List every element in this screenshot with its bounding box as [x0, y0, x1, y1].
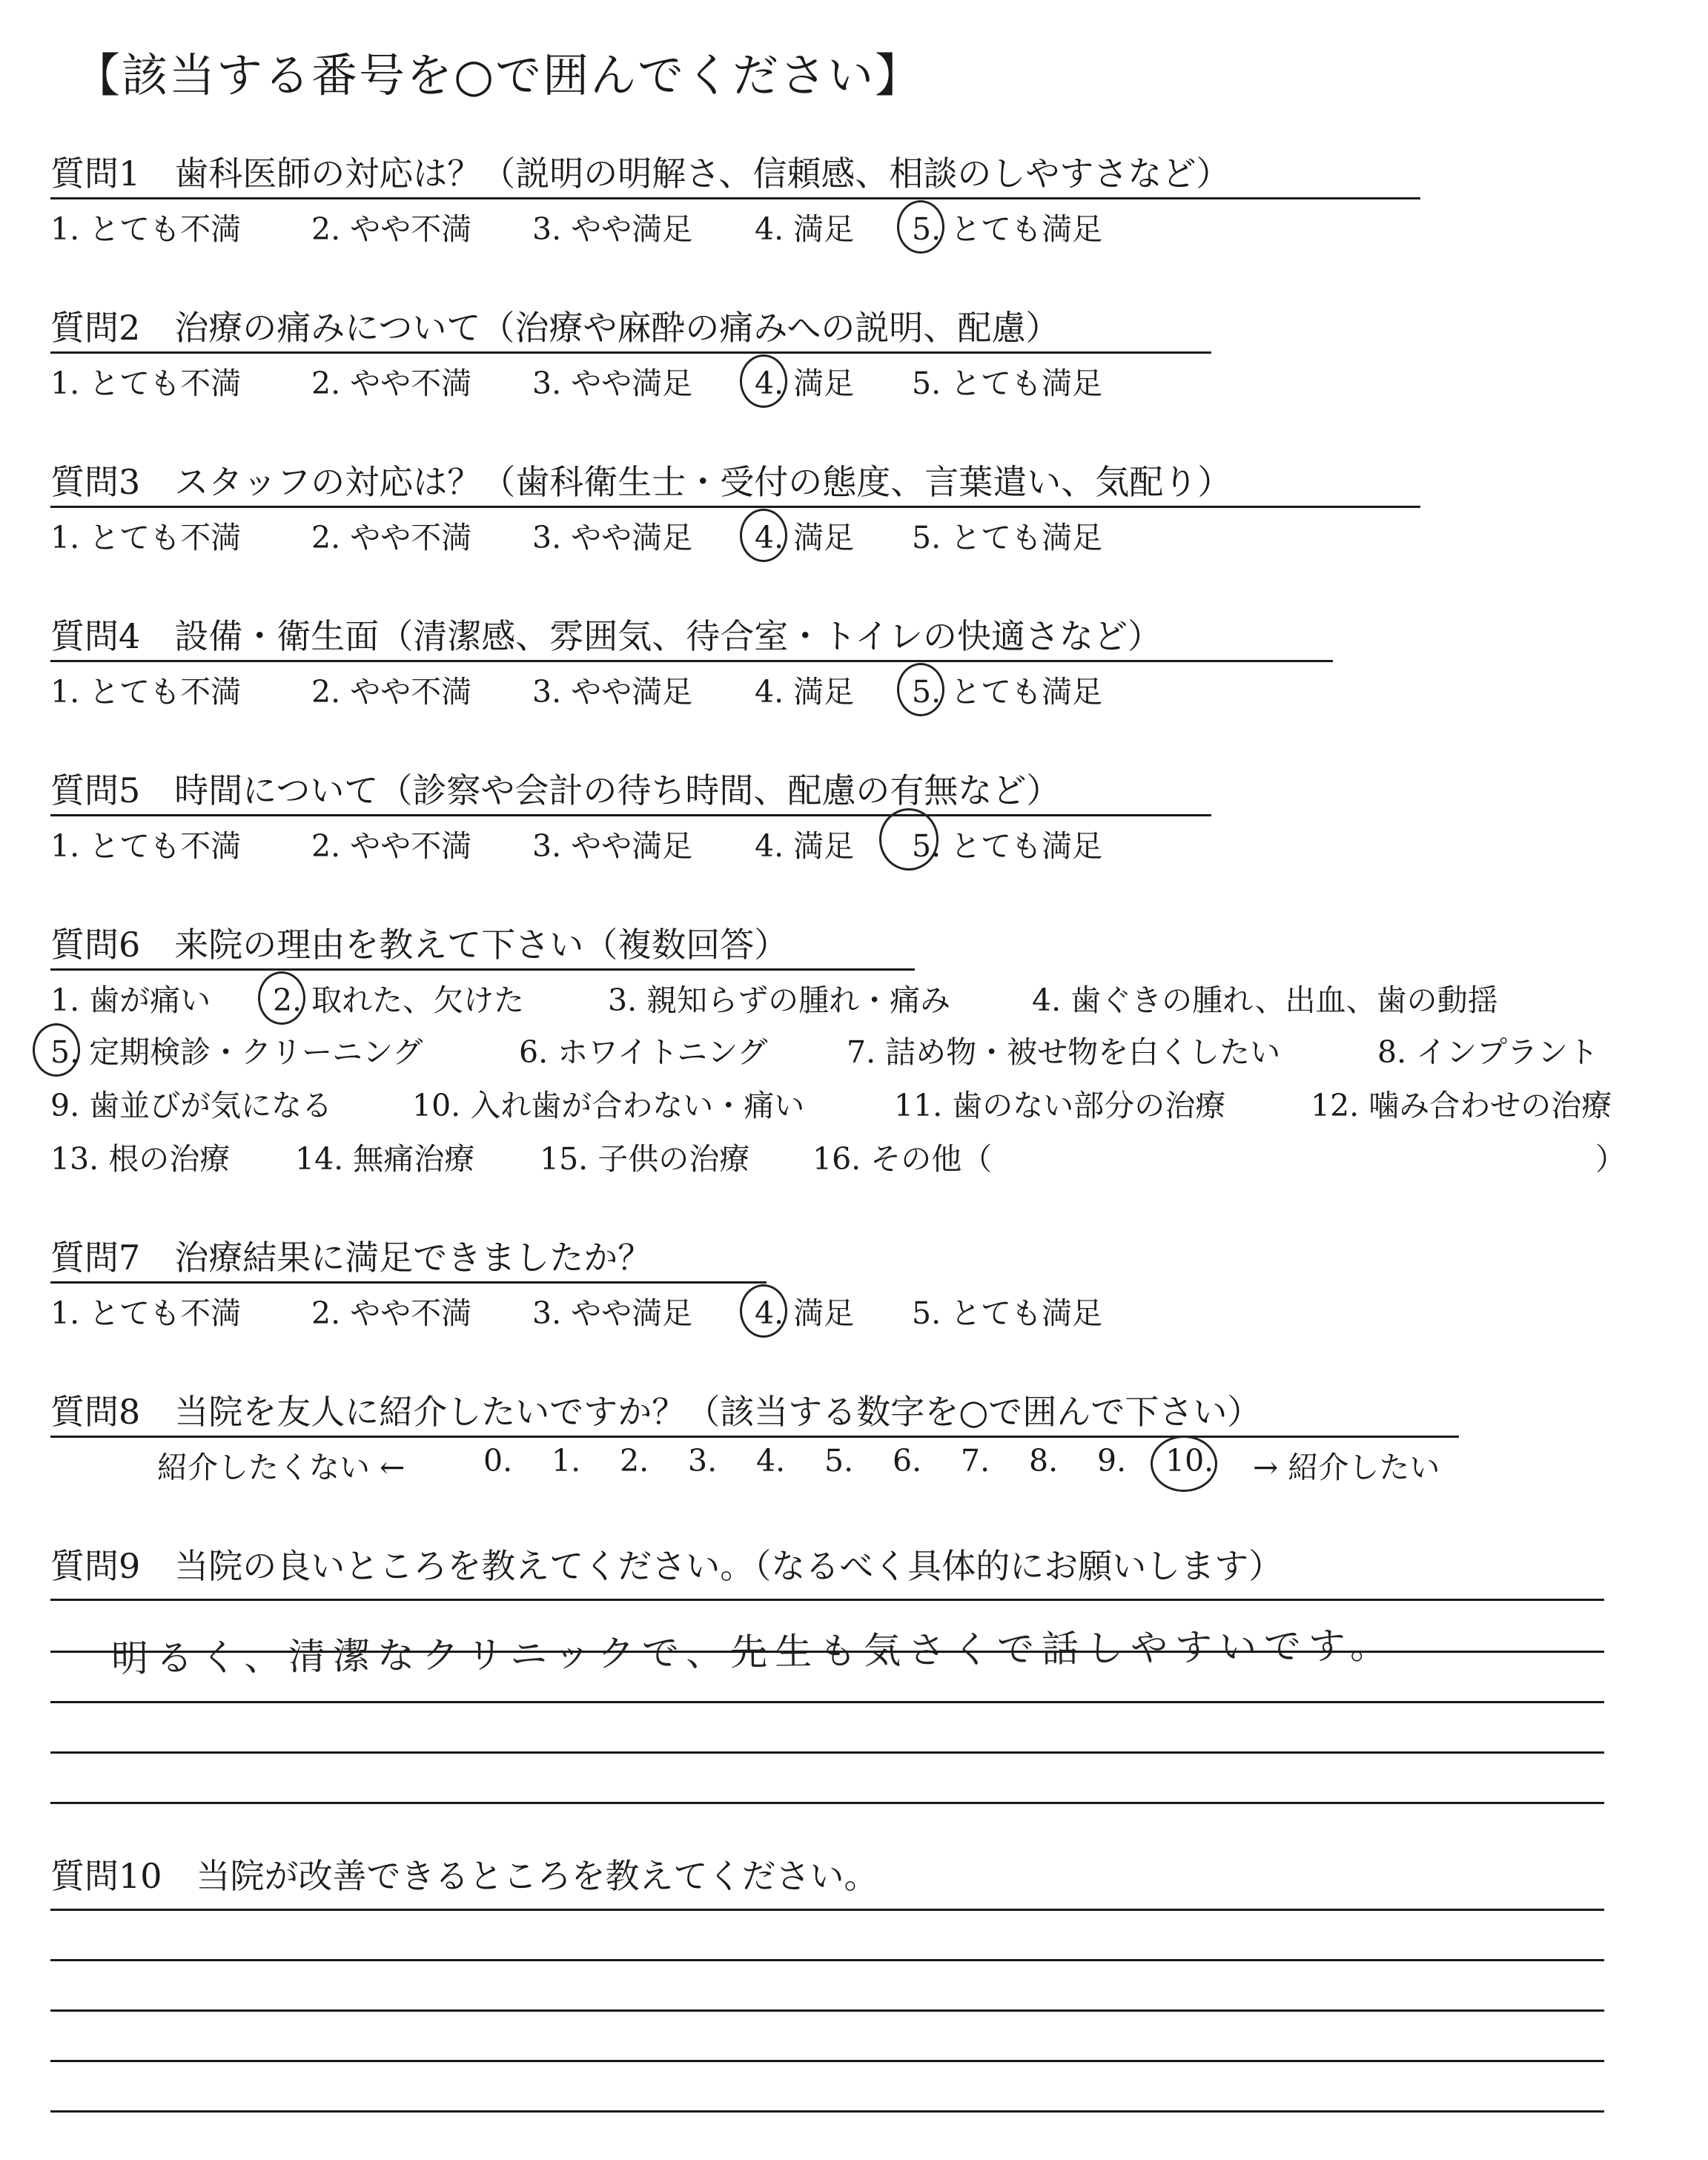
- q6-selection-circle-5: [33, 1023, 80, 1077]
- question-10-label: 質問10 当院が改善できるところを教えてください。: [50, 1856, 878, 1896]
- q6-option-11[interactable]: 11. 歯のない部分の治療: [894, 1088, 1226, 1123]
- q1-option-5[interactable]: 5. とても満足: [912, 211, 1103, 247]
- q6-option-6[interactable]: 6. ホワイトニング: [519, 1034, 768, 1070]
- q6-option-9[interactable]: 9. 歯並びが気になる: [50, 1088, 333, 1123]
- q6-option-13[interactable]: 13. 根の治療: [50, 1141, 231, 1177]
- question-6-label: 質問6 来院の理由を教えて下さい（複数回答）: [50, 925, 789, 965]
- q5-selection-circle: [879, 808, 939, 871]
- q2-option-1[interactable]: 1. とても不満: [50, 366, 242, 401]
- question-3-underline: [50, 506, 1420, 508]
- q8-option-1[interactable]: 1.: [552, 1443, 581, 1479]
- question-2-label: 質問2 治療の痛みについて（治療や麻酔の痛みへの説明、配慮）: [50, 308, 1060, 348]
- q8-left-label: 紹介したくない ←: [157, 1450, 406, 1485]
- q6-option-3[interactable]: 3. 親知らずの腫れ・痛み: [608, 982, 951, 1018]
- q8-option-2[interactable]: 2.: [620, 1443, 649, 1479]
- q2-option-5[interactable]: 5. とても満足: [912, 366, 1103, 401]
- q9-answer-line-5: [50, 1802, 1604, 1804]
- q6-option-8[interactable]: 8. インプラント: [1377, 1034, 1599, 1070]
- q6-selection-circle-2: [258, 971, 305, 1025]
- q2-option-3[interactable]: 3. やや満足: [532, 366, 693, 401]
- question-1-underline: [50, 197, 1420, 199]
- q2-selection-circle: [740, 354, 787, 408]
- q4-selection-circle: [897, 663, 944, 716]
- q9-answer-line-3: [50, 1701, 1604, 1703]
- question-4-underline: [50, 660, 1333, 662]
- question-1-label: 質問1 歯科医師の対応は？（説明の明解さ、信頼感、相談のしやすさなど）: [50, 153, 1231, 194]
- q3-option-2[interactable]: 2. やや不満: [311, 520, 472, 555]
- q10-answer-line-1: [50, 1909, 1604, 1911]
- q9-handwritten-answer[interactable]: 明るく、清潔なクリニックで、先生も気さくで話しやすいです。: [110, 1623, 1395, 1681]
- q8-option-6[interactable]: 6.: [893, 1443, 922, 1479]
- q8-option-0[interactable]: 0.: [483, 1443, 513, 1479]
- q4-option-2[interactable]: 2. やや不満: [311, 674, 472, 710]
- q6-option-4[interactable]: 4. 歯ぐきの腫れ、出血、歯の動揺: [1032, 982, 1498, 1018]
- q4-option-4[interactable]: 4. 満足: [755, 674, 855, 710]
- q5-option-5[interactable]: 5. とても満足: [912, 828, 1103, 864]
- q6-option-1[interactable]: 1. 歯が痛い: [50, 982, 211, 1018]
- question-8-underline: [50, 1436, 1459, 1438]
- q7-option-2[interactable]: 2. やや不満: [311, 1295, 472, 1331]
- q10-answer-line-3: [50, 2009, 1604, 2012]
- q6-option-14[interactable]: 14. 無痛治療: [295, 1141, 475, 1177]
- q7-option-5[interactable]: 5. とても満足: [912, 1295, 1103, 1331]
- q7-selection-circle: [740, 1284, 787, 1338]
- question-2-underline: [50, 351, 1211, 354]
- q4-option-5[interactable]: 5. とても満足: [912, 674, 1103, 710]
- q10-answer-line-2: [50, 1959, 1604, 1961]
- q8-option-9[interactable]: 9.: [1097, 1443, 1127, 1479]
- q8-option-5[interactable]: 5.: [824, 1443, 854, 1479]
- q8-right-label: → 紹介したい: [1253, 1450, 1440, 1485]
- q6-option-12[interactable]: 12. 噛み合わせの治療: [1311, 1088, 1612, 1123]
- q9-answer-line-4: [50, 1751, 1604, 1754]
- q10-answer-line-5: [50, 2110, 1604, 2113]
- q5-option-3[interactable]: 3. やや満足: [532, 828, 693, 864]
- question-7-underline: [50, 1281, 767, 1284]
- q1-option-3[interactable]: 3. やや満足: [532, 211, 693, 247]
- q1-option-1[interactable]: 1. とても不満: [50, 211, 242, 247]
- q6-option-10[interactable]: 10. 入れ歯が合わない・痛い: [412, 1088, 805, 1123]
- q7-option-4[interactable]: 4. 満足: [755, 1295, 855, 1331]
- q3-selection-circle: [740, 509, 787, 562]
- q5-option-1[interactable]: 1. とても不満: [50, 828, 242, 864]
- page-title: 【該当する番号を○で囲んでください】: [74, 48, 923, 102]
- q1-option-2[interactable]: 2. やや不満: [311, 211, 472, 247]
- question-6-underline: [50, 968, 915, 971]
- q4-option-1[interactable]: 1. とても不満: [50, 674, 242, 710]
- q6-other-close-paren: ）: [1595, 1141, 1626, 1177]
- q4-option-3[interactable]: 3. やや満足: [532, 674, 693, 710]
- q6-option-15[interactable]: 15. 子供の治療: [540, 1141, 750, 1177]
- q9-answer-line-1: [50, 1599, 1604, 1601]
- q8-selection-circle: [1151, 1436, 1217, 1492]
- q8-option-8[interactable]: 8.: [1029, 1443, 1059, 1479]
- q8-option-4[interactable]: 4.: [756, 1443, 786, 1479]
- q6-option-16[interactable]: 16. その他（: [812, 1141, 993, 1177]
- question-5-underline: [50, 814, 1211, 816]
- question-4-label: 質問4 設備・衛生面（清潔感、雰囲気、待合室・トイレの快適さなど）: [50, 616, 1162, 656]
- q2-option-2[interactable]: 2. やや不満: [311, 366, 472, 401]
- q10-answer-line-4: [50, 2060, 1604, 2062]
- q3-option-1[interactable]: 1. とても不満: [50, 520, 242, 555]
- q1-option-4[interactable]: 4. 満足: [755, 211, 855, 247]
- q3-option-4[interactable]: 4. 満足: [755, 520, 855, 555]
- q6-option-5[interactable]: 5. 定期検診・クリーニング: [50, 1034, 423, 1070]
- q8-option-7[interactable]: 7.: [961, 1443, 990, 1479]
- q3-option-3[interactable]: 3. やや満足: [532, 520, 693, 555]
- q8-option-10[interactable]: 10.: [1165, 1443, 1214, 1479]
- question-8-label: 質問8 当院を友人に紹介したいですか？（該当する数字を○で囲んで下さい）: [50, 1392, 1262, 1432]
- q5-option-4[interactable]: 4. 満足: [755, 828, 855, 864]
- q8-option-3[interactable]: 3.: [688, 1443, 718, 1479]
- q6-option-2[interactable]: 2. 取れた、欠けた: [273, 982, 525, 1018]
- q6-option-7[interactable]: 7. 詰め物・被せ物を白くしたい: [847, 1034, 1281, 1070]
- q7-option-1[interactable]: 1. とても不満: [50, 1295, 242, 1331]
- question-5-label: 質問5 時間について（診察や会計の待ち時間、配慮の有無など）: [50, 770, 1061, 810]
- question-7-label: 質問7 治療結果に満足できましたか？: [50, 1238, 652, 1278]
- q5-option-2[interactable]: 2. やや不満: [311, 828, 472, 864]
- q3-option-5[interactable]: 5. とても満足: [912, 520, 1103, 555]
- question-9-label: 質問9 当院の良いところを教えてください。（なるべく具体的にお願いします）: [50, 1546, 1283, 1586]
- question-3-label: 質問3 スタッフの対応は？（歯科衛生士・受付の態度、言葉遣い、気配り）: [50, 462, 1232, 502]
- q9-answer-line-2: [50, 1651, 1604, 1653]
- q2-option-4[interactable]: 4. 満足: [755, 366, 855, 401]
- q7-option-3[interactable]: 3. やや満足: [532, 1295, 693, 1331]
- q1-selection-circle: [897, 200, 944, 254]
